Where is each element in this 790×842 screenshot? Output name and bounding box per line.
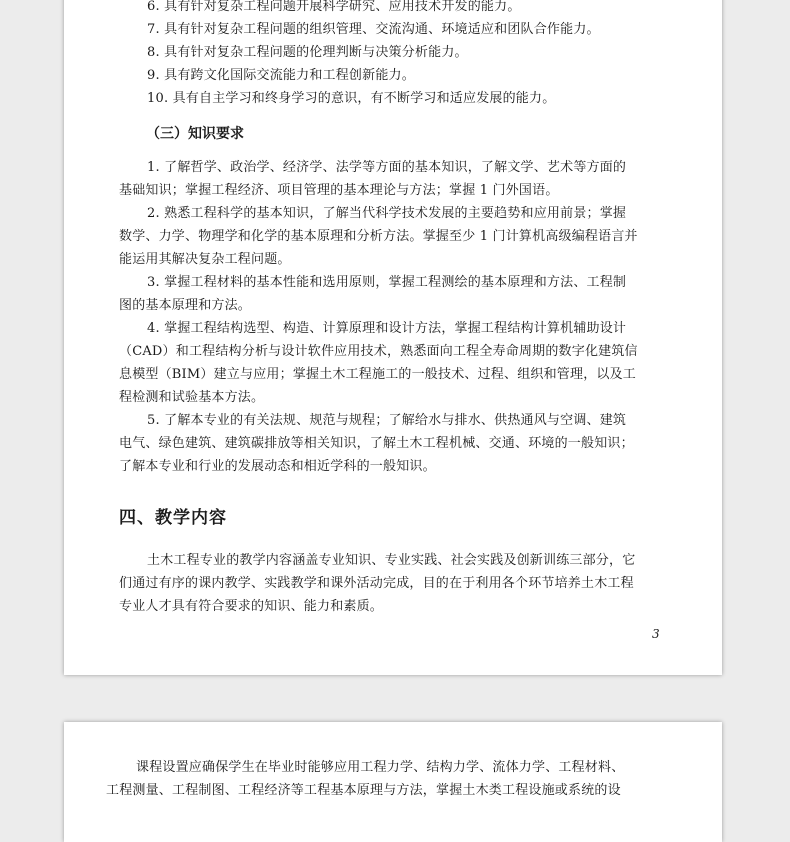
knowledge-line: （CAD）和工程结构分析与设计软件应用技术，熟悉面向工程全寿命周期的数字化建筑信 [119, 344, 638, 359]
knowledge-line: 基础知识；掌握工程经济、项目管理的基本理论与方法；掌握 1 门外国语。 [119, 183, 559, 198]
ability-item-10: 10. 具有自主学习和终身学习的意识，有不断学习和适应发展的能力。 [147, 91, 556, 106]
knowledge-line: 4. 掌握工程结构选型、构造、计算原理和设计方法，掌握工程结构计算机辅助设计 [147, 321, 627, 336]
section-line: 土木工程专业的教学内容涵盖专业知识、专业实践、社会实践及创新训练三部分，它 [147, 553, 636, 568]
paragraph-line: 工程测量、工程制图、工程经济等工程基本原理与方法，掌握土木类工程设施或系统的设 [106, 783, 621, 798]
paragraph-line: 课程设置应确保学生在毕业时能够应用工程力学、结构力学、流体力学、工程材料、 [136, 760, 625, 775]
knowledge-line: 能运用其解决复杂工程问题。 [119, 252, 291, 267]
document-page-3 [64, 0, 722, 675]
knowledge-line: 电气、绿色建筑、建筑碳排放等相关知识，了解土木工程机械、交通、环境的一般知识； [119, 436, 634, 451]
knowledge-line: 了解本专业和行业的发展动态和相近学科的一般知识。 [119, 459, 436, 474]
page-number: 3 [652, 627, 660, 641]
knowledge-line: 2. 熟悉工程科学的基本知识，了解当代科学技术发展的主要趋势和应用前景；掌握 [147, 206, 627, 221]
knowledge-line: 图的基本原理和方法。 [119, 298, 252, 313]
ability-item-6: 6. 具有针对复杂工程问题开展科学研究、应用技术开发的能力。 [147, 0, 521, 14]
knowledge-line: 数学、力学、物理学和化学的基本原理和分析方法。掌握至少 1 门计算机高级编程语言并 [119, 229, 638, 244]
knowledge-line: 5. 了解本专业的有关法规、规范与规程；了解给水与排水、供热通风与空调、建筑 [147, 413, 627, 428]
knowledge-line: 1. 了解哲学、政治学、经济学、法学等方面的基本知识，了解文学、艺术等方面的 [147, 160, 627, 175]
section-line: 们通过有序的课内教学、实践教学和课外活动完成，目的在于利用各个环节培养土木工程 [119, 576, 634, 591]
knowledge-line: 息模型（BIM）建立与应用；掌握土木工程施工的一般技术、过程、组织和管理，以及工 [119, 367, 636, 382]
ability-item-8: 8. 具有针对复杂工程问题的伦理判断与决策分析能力。 [147, 45, 468, 60]
ability-item-9: 9. 具有跨文化国际交流能力和工程创新能力。 [147, 68, 415, 83]
document-page-4 [64, 722, 722, 842]
section-line: 专业人才具有符合要求的知识、能力和素质。 [119, 599, 384, 614]
knowledge-line: 3. 掌握工程材料的基本性能和选用原则，掌握工程测绘的基本原理和方法、工程制 [147, 275, 627, 290]
section-heading: 四、教学内容 [119, 508, 227, 528]
knowledge-line: 程检测和试验基本方法。 [119, 390, 265, 405]
knowledge-heading: （三）知识要求 [146, 126, 244, 142]
ability-item-7: 7. 具有针对复杂工程问题的组织管理、交流沟通、环境适应和团队合作能力。 [147, 22, 600, 37]
